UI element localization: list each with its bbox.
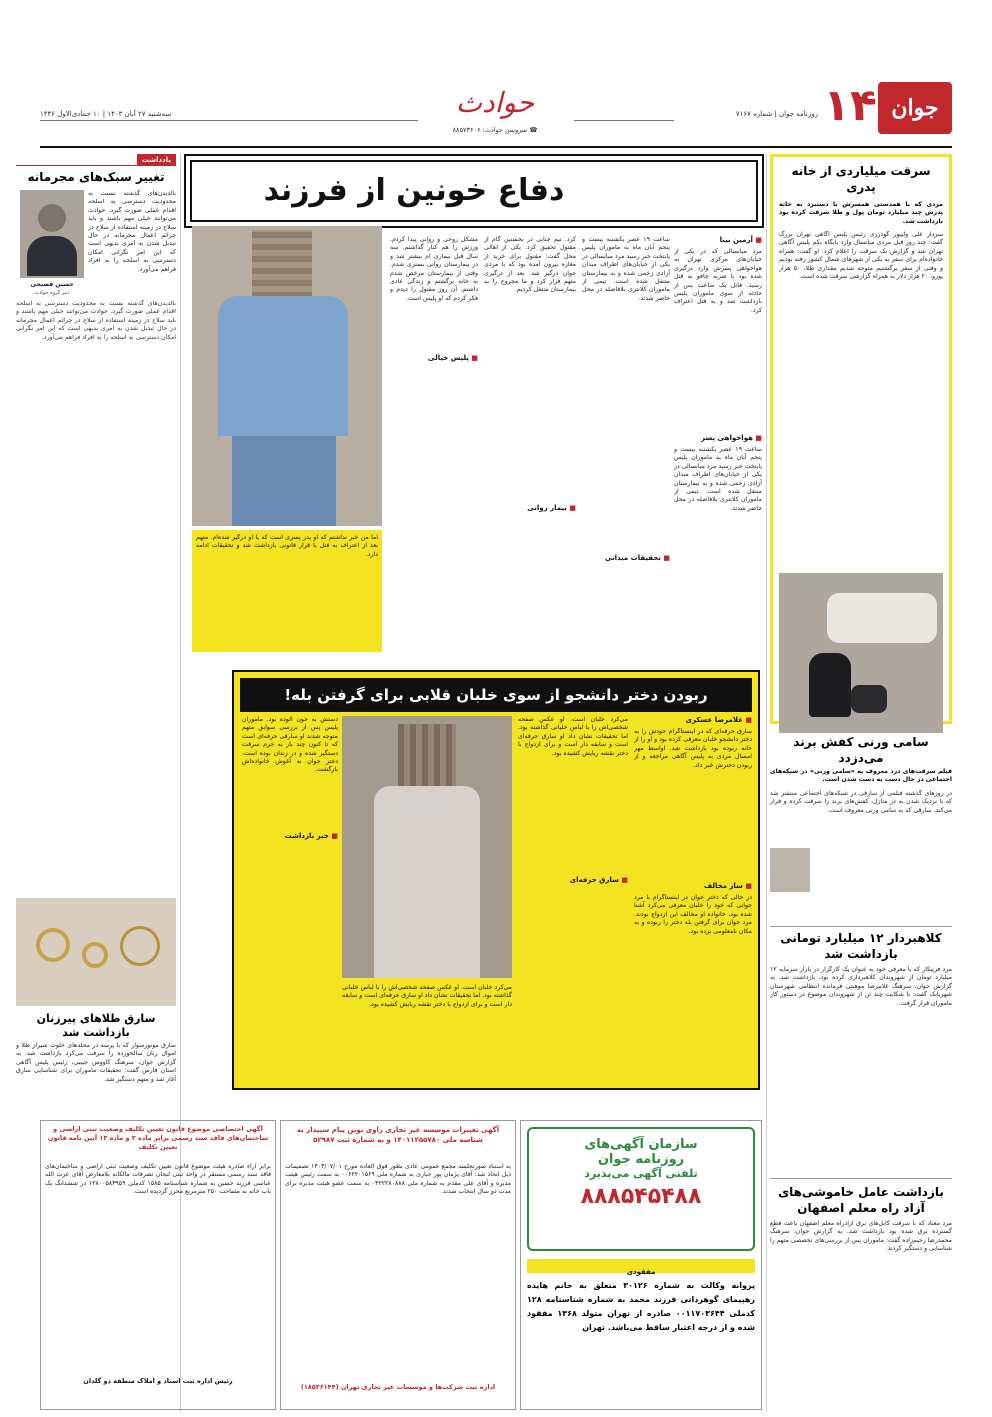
author-role: دبیر گروه حوادث	[34, 290, 70, 296]
blurred-face	[398, 724, 456, 786]
lost-label: مفقودی	[626, 1268, 656, 1276]
main-subhead-son: ■ هواخواهی پسر	[700, 434, 762, 442]
second-body-col-a: سارق حرفه‌ای که در اینستاگرام خودش را به دختر دانشجو خلبان معرفی کرده بود و او را از خانه ربوده بود بازداشت شد. اواسط مهر امسال مردی به پلیس آگاهی مراجعه و از ربودن دخترش خبر داد.	[634, 728, 752, 769]
story1-lede: مردی که با همدستی همسرش با دستبرد به خانه پدرش چند میلیارد تومان پول و طلا سرقت کرده بود بازداشت شد.	[779, 201, 943, 225]
second-body-col-c: می‌کرد خلبان است. او عکس صفحه شخصی‌اش را با لباس خلبانی گذاشته بود. اما تحقیقات نشان داد او سارق حرفه‌ای است و سابقه دار است و برای ازدواج با دختر نقشه ربایش کشیده بود.	[518, 716, 628, 757]
second-body-under-photo: می‌کرد خلبان است. او عکس صفحه شخصی‌اش را با لباس خلبانی گذاشته بود. اما تحقیقات نشان داد او سارق حرفه‌ای است و سابقه دار است و برای ازدواج با دختر نقشه ربایش کشیده بود.	[342, 984, 512, 1008]
gold-story-body: سارق موتورسوار که با پرسه در محله‌های خلوت شیراز طلا و اموال زنان سالخورده را سرقت می‌کرد بازداشت شد. به گزارش جوان، سرهنگ کاووس حبیبی، رئیس پلیس آگاهی استان فارس گفت: تحقیقات ماموران برای شناسایی سارق آغاز شد و متهم دستگیر شد.	[16, 1042, 176, 1083]
suspect-photo	[192, 226, 382, 526]
right-divider	[770, 1178, 952, 1179]
story1-headline: سرقت میلیاردی از خانه پدری	[791, 164, 931, 194]
recruit-line3: تلفنی آگهی می‌پذیرد	[584, 1167, 698, 1180]
second-body-col-b: در حالی که دختر جوان در اینستاگرام با مرد جوانی که خود را خلبان معرفی می‌کرد آشنا شده بود، خانواده او مخالف این ازدواج بودند. مرد جوان برای گرفتن بله دختر را ربوده و به مکان نامعلومی برده بود.	[634, 894, 752, 935]
page-number: ۱۴	[823, 80, 877, 131]
main-body-col-a: مرد میانسالی که در یکی از خیابان‌های مرکزی تهران به هواخواهی پسرش وارد درگیری شده بود با ضربه چاقو به قتل رسید. قاتل یک ساعت پس از حادثه از سوی ماموران پلیس بازداشت شد و به قتل اعتراف کرد.	[674, 248, 762, 314]
fraud-photo	[770, 848, 810, 892]
photo-caption-box	[192, 530, 382, 652]
note-body-continued: بالدیدن‌های گذشته نسبت به محدودیت دسترسی به اسلحه اقدام عملی صورت گیرد. حوادث می‌توانند خیلی مهم باشند و باید سلاح در زمینه استفاده از سلاح در جرائم اعمال مجرمانه در حال تبدیل شدن به امری بدیهی است که این امر نگرانی امکان دسترسی به اسلحه را به افراد فراهم می‌آورد.	[16, 300, 176, 341]
phone-icon: ☎	[529, 126, 538, 134]
ad2-body: برابر آراء صادره هیئت موضوع قانون تعیین تکلیف وضعیت ثبتی اراضی و ساختمان‌های فاقد سند رسمی مستقر در واحد ثبتی لنجان تصرفات مالکانه بلامعارض آقای عزت الله عباسی فرزند حسین به شماره شناسنامه ۱۵۸۵ کدملی ۱۲۸۰۰۵۸۳۹۵۹ در ششدانگ یک باب خانه به مساحت ۲۵۰ مترمربع محرز گردیده است.	[45, 1163, 271, 1196]
issue-date: سه‌شنبه ۲۷ آبان ۱۴۰۳ | ۱۰ جمادی‌الاول ۱۴۴۶	[40, 110, 172, 118]
main-body-col-d: مشکل روحی و روانی پیدا کردم. ورزش را هم کنار گذاشتم. سه سال قبل بیماری ام بیشتر شد و در بیمارستان روانی بستری شدم. وقتی از بیمارستان مرخص شدم به خانه برگشتم و زندگی عادی داشتم. آن روز مقتول را دیدم و فکر کردم که او پلیس است.	[390, 236, 478, 302]
masthead	[0, 0, 992, 160]
story3-body: مرد فریبکار که با معرفی خود به عنوان یک کارگزار در بازار سرمایه ۱۲ میلیارد تومان از شهروندان کلاهبرداری کرده بود، بازداشت شد. به گزارش جوان، سرهنگ غلامرضا موهبتی فرمانده انتظامی شهرستان شهربابک گفت: با شکایت چند تن از شهروندان موضوع در دستور کار ماموران قرار گرفت.	[770, 966, 952, 1007]
blurred-face	[252, 230, 312, 298]
top-border	[40, 146, 952, 148]
section-rule	[40, 120, 418, 121]
story2-headline: سامی ورنی کفش برند می‌دزدد	[793, 735, 929, 765]
right-column	[770, 154, 952, 1414]
second-headline: ربودن دختر دانشجو از سوی خلبان قلابی برای گرفتن بله!	[284, 686, 708, 704]
column-divider	[766, 154, 767, 1412]
story4-headline: بازداشت عامل خاموشی‌های آزاد راه معلم اصفهان	[778, 1185, 944, 1215]
ring-icon	[82, 942, 108, 968]
second-subhead-arrest: ■ خبر بازداشت	[284, 832, 338, 840]
gold-story-headline: سارق طلاهای پیرزنان بازداشت شد	[36, 1012, 156, 1039]
masthead-logo-block[interactable]	[878, 82, 952, 134]
service-phone: ☎ سرویس حوادث: ۸۸۵۷۳۶۰۶	[452, 126, 538, 134]
story1-box	[770, 154, 952, 724]
main-body-col-b: ساعت ۱۹ عصر یکشنبه بیست و پنجم آبان ماه به ماموران پلیس پایتخت خبر رسید مرد میانسالی در یکی از خیابان‌های اطراف میدان آزادی زخمی شده و به بیمارستان منتقل شده است. تیمی از ماموران کلانتری بلافاصله در محل حاضر شدند.	[582, 236, 670, 302]
story2-lede: فیلم سرقت‌های دزد معروف به «سامی ورنی» در شبکه‌های اجتماعی در حال دست به دست شدن است.	[770, 768, 952, 784]
note-headline: تغییر سبک‌های مجرمانه	[27, 170, 165, 184]
right-divider	[770, 926, 952, 927]
main-subhead-police: ■ پلیس خیالی	[428, 354, 478, 362]
ad1-title: آگهی تغییرات موسسه غیر تجاری راوی نوین پیام سپیدار به شناسه ملی ۱۴۰۱۱۲۵۵۷۸۰ و به شماره ثبت ۵۲۹۸۷	[296, 1126, 500, 1144]
ads-row	[40, 1120, 762, 1410]
car-shape	[827, 593, 937, 643]
bag-shape	[851, 685, 887, 713]
note-tag-label: یادداشت	[137, 154, 176, 166]
lost-text: پروانه وکالت به شماره ۳۰۱۲۶ متعلق به خانم هایده رهپیمای گوهرذاتی فرزند محمد به شماره شناسنامه ۱۲۸ کدملی ۰۰۱۱۷۰۳۶۴۴ صادره از تهران متولد ۱۳۶۸ مفقود شده و از درجه اعتبار ساقط می‌باشد. تهران	[527, 1281, 755, 1332]
author-name: حسین فضیحی	[30, 281, 74, 288]
story3-headline: کلاهبردار ۱۲ میلیارد تومانی بازداشت شد	[780, 931, 942, 961]
main-body-col-a2: ساعت ۱۹ عصر یکشنبه بیست و پنجم آبان ماه به ماموران پلیس پایتخت خبر رسید مرد میانسالی در یکی از خیابان‌های اطراف میدان آزادی زخمی شده و به بیمارستان منتقل شده است. تیمی از ماموران کلانتری بلافاصله در محل حاضر شدند.	[674, 446, 762, 512]
main-byline: ■ آرمین بینا	[719, 236, 762, 244]
recruit-line1: سازمان آگهی‌های	[584, 1137, 698, 1152]
main-story	[184, 154, 764, 666]
person-silhouette-icon	[38, 204, 66, 232]
story4-body: مرد معتاد که با سرقت کابل‌های برق آزادراه معلم اصفهان باعث قطع گسترده برق شده بود بازداشت شد. به گزارش جوان، سرهنگ محمدرضا رحیم‌زاده گفت: ماموران پس از بررسی‌های تخصصی متهم را شناسایی و دستگیر کردند.	[770, 1220, 952, 1253]
issue-info: روزنامه جوان | شماره ۷۱۶۷	[735, 110, 818, 118]
main-story-headline-box	[184, 154, 764, 228]
note-tag	[16, 154, 176, 166]
ad1-footer: اداره ثبت شرکت‌ها و موسسات غیر تجاری تهران (۱۸۵۲۶۱۴۴)	[300, 1383, 496, 1391]
second-subhead-opposition: ■ ساز مخالف	[703, 882, 752, 890]
second-subhead-thief: ■ سارق حرفه‌ای	[569, 876, 628, 884]
photo-caption: اما من خبر نداشتم که او پدر پسری است که با او درگیر شده‌ام. متهم بعد از اعتراف به قتل با قرار قانونی بازداشت شد و تحقیقات ادامه دارد.	[196, 534, 378, 558]
second-byline: ■ غلامرضا عسکری	[685, 716, 752, 724]
recruit-ad	[527, 1127, 755, 1251]
suspect2-photo	[342, 716, 512, 978]
section-title: حوادث	[455, 86, 535, 119]
ad2-footer: رئیس اداره ثبت اسناد و املاک منطقه دو گلدان	[83, 1377, 233, 1385]
second-story	[232, 670, 760, 1090]
story2-body: در روزهای گذشته فیلمی از سارقی در شبکه‌های اجتماعی منتشر شد که با نزدیک شدن به در منازل، کفش‌های برند را سرقت کرده و فرار می‌کند. سارقی که به سامی ورنی معروف است.	[770, 790, 952, 814]
ad-land-registry	[40, 1120, 276, 1410]
burglar-photo	[779, 573, 943, 733]
main-subhead-field: ■ تحقیقات میدانی	[604, 554, 670, 562]
ad1-body: به استناد صورتجلسه مجمع عمومی عادی بطور فوق العاده مورخ ۱۴۰۳/۰۷/۰۱ تصمیمات ذیل اتخاذ شد: آقای پژمان پور جباری به شماره ملی ۰۰۶۲۲۰۱۵۶۹ به سمت رئیس هیئت مدیره و آقای علی مقدم به شماره ملی ۰۳۲۲۲۸۰۸۸۸ به سمت عضو هیئت مدیره برای مدت دو سال انتخاب شدند.	[285, 1163, 511, 1196]
recruit-phone[interactable]: ۸۸۸۵۴۵۴۸۸	[580, 1184, 702, 1209]
second-body-col-d: دستش به خون آلوده بود. مأموران پلیس پس از بررسی سوابق متهم متوجه شدند او سارقی حرفه‌ای است که تا کنون چند بار به جرم سرقت دستگیر شده و در زندان بوده است. دختر جوان به آغوش خانواده‌اش بازگشت.	[242, 716, 338, 774]
note-body: بالدیدن‌های گذشته نسبت به محدودیت دسترسی به اسلحه اقدام عملی صورت گیرد. حوادث می‌توانند خیلی مهم باشند و باید سلاح در زمینه استفاده از سلاح در جرائم اعمال مجرمانه در حال تبدیل شدن به امری بدیهی است که این امر نگرانی امکان دسترسی به اسلحه را به افراد فراهم می‌آورد.	[88, 190, 176, 273]
section-rule	[574, 120, 674, 121]
main-headline: دفاع خونین از فرزند	[263, 173, 565, 208]
gold-jewelry-photo	[16, 898, 176, 1006]
main-subhead-patient: ■ بیمار روانی	[527, 504, 576, 512]
ring-icon	[36, 928, 70, 962]
recruit-line2: روزنامه جوان	[597, 1152, 685, 1167]
newspaper-logo: جوان	[891, 95, 939, 121]
ad2-title: آگهی اختصاصی موضوع قانون تعیین تکلیف وضعیت ثبتی اراضی و ساختمان‌های فاقد سند رسمی برابر ماده ۳ و ماده ۱۳ آیین نامه قانون تعیین تکلیف	[47, 1125, 269, 1151]
burglar-figure	[809, 653, 851, 717]
main-body-col-c: کرد. تیم جنایی در نخستین گام از مقتول تحقیق کرد. یکی از اهالی محل گفت: مقتول برای خرید از مغازه بیرون آمده بود که با مردی جوان درگیر شد. بعد از درگیری متهم فرار کرد و ما مجروح را به بیمارستان منتقل کردیم.	[484, 236, 576, 294]
second-headline-bar	[240, 678, 752, 712]
ad-lost-document	[520, 1120, 762, 1410]
lost-label-bar	[527, 1259, 755, 1276]
ring-icon	[120, 926, 160, 966]
author-photo	[20, 190, 84, 278]
ad-company-change	[280, 1120, 516, 1410]
story1-body: سردار علی ولیپور گودرزی رئیس پلیس آگاهی تهران بزرگ گفت: چند روز قبل مردی میانسال وارد پایگاه یکم پلیس آگاهی تهران شد و گزارش یک سرقت را اعلام کرد. او گفت: همراه خانواده‌ام برای سفر به یکی از شهرهای شمال کشور رفته بودیم و وقتی از سفر برگشتیم متوجه شدیم مقداری طلا، ۵۰ هزار یورو، ۲۰ هزار دلار به همراه گزارشی سرقت شده است.	[779, 231, 943, 281]
